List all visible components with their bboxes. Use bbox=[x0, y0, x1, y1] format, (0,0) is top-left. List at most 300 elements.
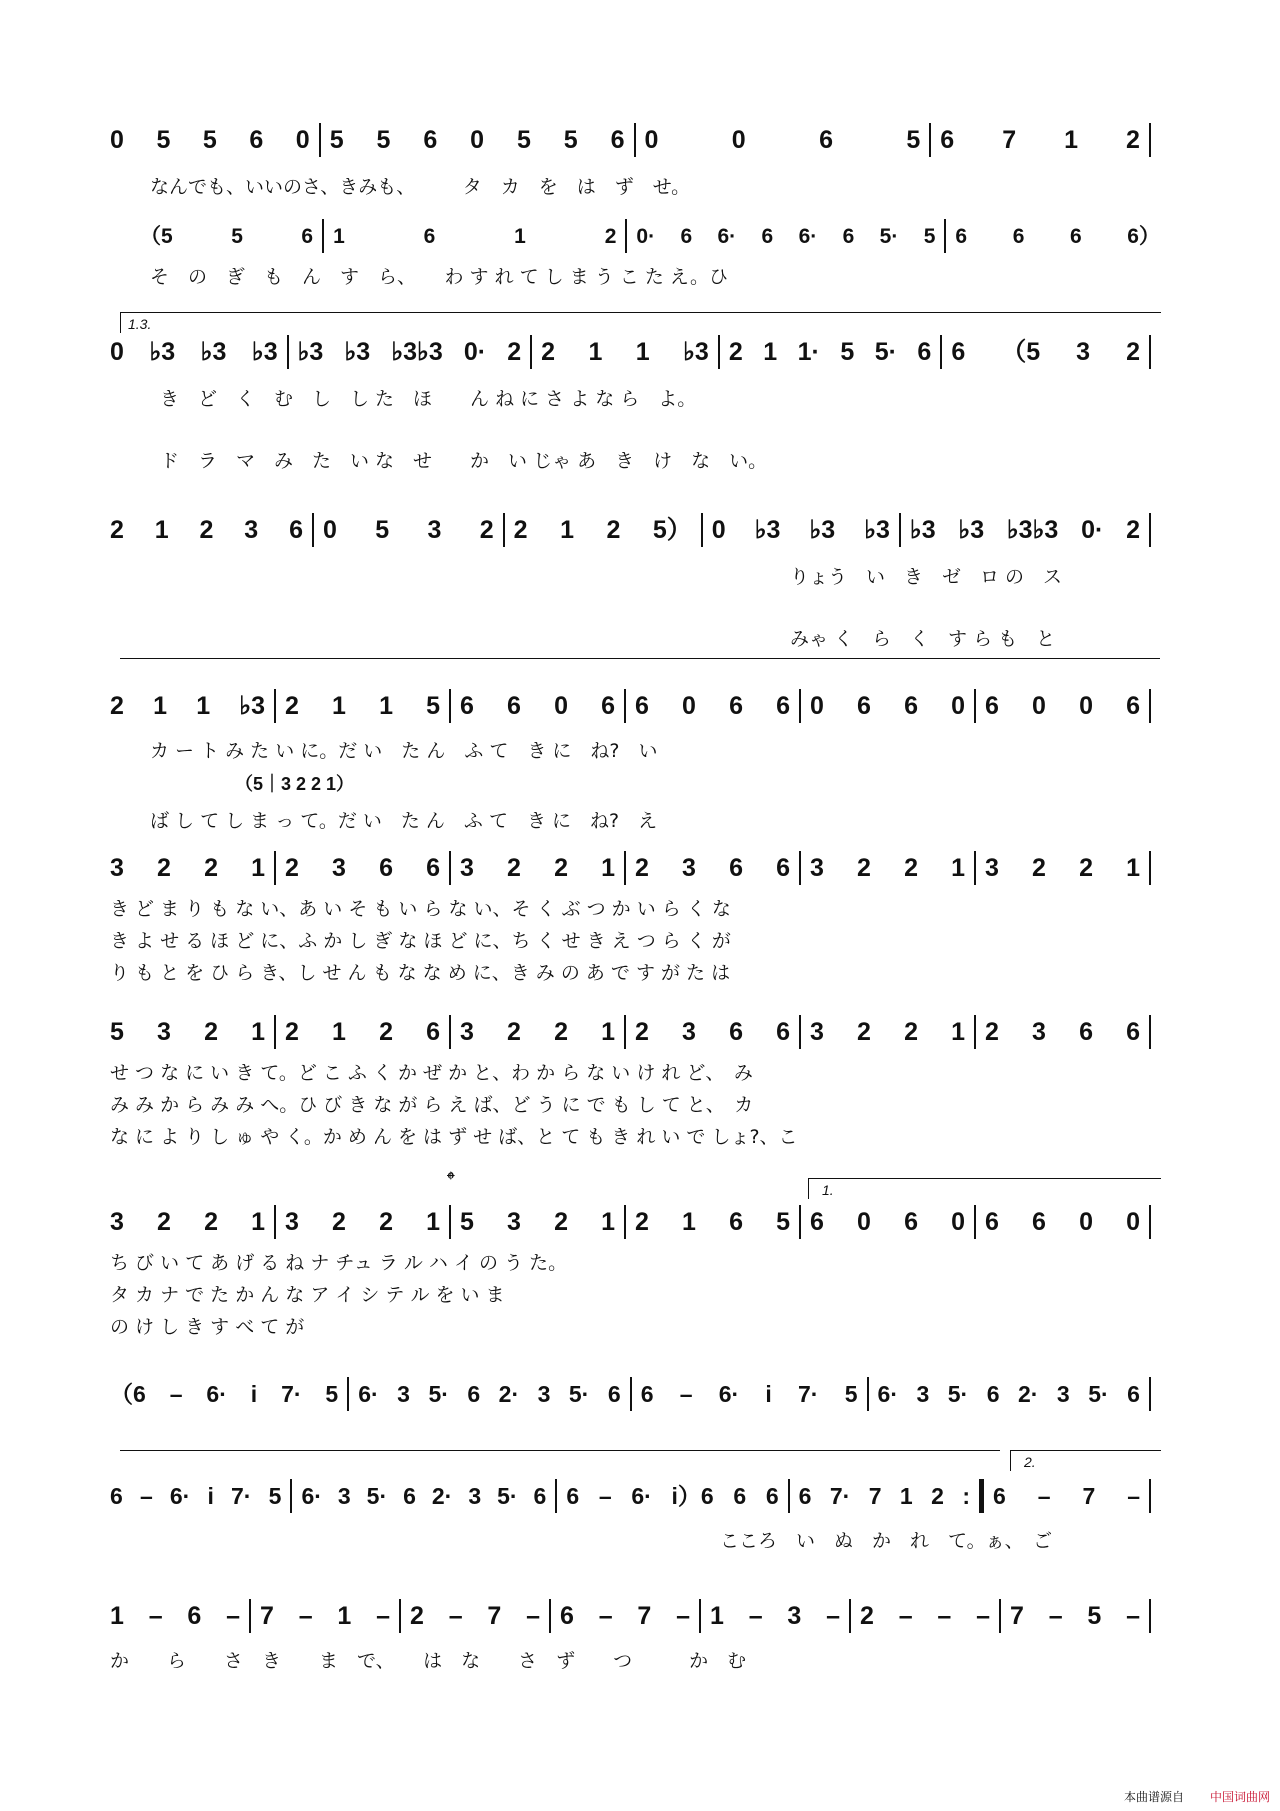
note: 2 bbox=[285, 853, 299, 882]
lyric-line: き ど ま り も な い、あ い そ も い ら な い、そ く ぶ つ か い ら く な bbox=[110, 897, 731, 920]
note: 5 bbox=[460, 1207, 474, 1236]
measure bbox=[110, 118, 310, 162]
measure bbox=[635, 684, 790, 728]
sub-notation: （5｜3 2 2 1） bbox=[235, 774, 355, 794]
note: 6 bbox=[761, 224, 774, 248]
note: 5· bbox=[428, 1380, 449, 1407]
note: ♭3 bbox=[683, 337, 709, 366]
note: 1 bbox=[332, 1017, 346, 1046]
note: ♭3 bbox=[809, 515, 836, 544]
note: 2 bbox=[1079, 853, 1093, 882]
note: 2 bbox=[931, 1482, 944, 1509]
note: 2 bbox=[513, 515, 528, 544]
measure bbox=[330, 118, 625, 162]
note: 1 bbox=[251, 853, 265, 882]
note: 3 bbox=[810, 1017, 824, 1046]
note: – bbox=[526, 1601, 540, 1630]
lyric-line: ド ラ マ み た い な せ か い じゃ あ き け な い。 bbox=[160, 449, 768, 472]
note: 1 bbox=[1064, 125, 1079, 154]
note: – bbox=[139, 1482, 153, 1509]
measure bbox=[460, 846, 615, 890]
measure bbox=[110, 1594, 240, 1638]
note: 6 bbox=[765, 1482, 779, 1509]
note: 6 bbox=[426, 1017, 440, 1046]
note: 2 bbox=[204, 1207, 218, 1236]
lyric-line: み み か ら み み へ。ひ び き な が ら え ば、ど う に で も し て と、 カ bbox=[110, 1093, 754, 1116]
notation-line bbox=[110, 508, 1160, 552]
note: 2 bbox=[635, 1017, 649, 1046]
measure bbox=[799, 1474, 970, 1518]
note: 0 bbox=[470, 125, 485, 154]
note: 2 bbox=[554, 1207, 568, 1236]
note: 2 bbox=[157, 1207, 171, 1236]
measure bbox=[729, 330, 932, 374]
note: – bbox=[898, 1601, 913, 1630]
note: 0 bbox=[110, 337, 124, 366]
note: 3 bbox=[787, 1601, 802, 1630]
footer bbox=[1124, 1788, 1270, 1805]
note: 1 bbox=[560, 515, 574, 544]
note: – bbox=[298, 1601, 313, 1630]
note: 2 bbox=[507, 1017, 521, 1046]
note: 2 bbox=[110, 515, 124, 544]
note: 5 bbox=[329, 125, 344, 154]
note: 0· bbox=[463, 337, 487, 366]
note: 6 bbox=[1032, 1207, 1046, 1236]
note: 2 bbox=[199, 515, 214, 544]
system-6 bbox=[110, 846, 1160, 984]
note: 6 bbox=[1012, 224, 1025, 248]
measure bbox=[810, 1200, 965, 1244]
note: 6 bbox=[601, 691, 615, 720]
note: 5· bbox=[879, 224, 899, 248]
footer-source-text: 本曲谱源自 bbox=[1123, 1790, 1184, 1804]
note: 6 bbox=[857, 691, 871, 720]
note: – bbox=[937, 1601, 952, 1630]
measure bbox=[951, 330, 1140, 374]
notation-line bbox=[110, 118, 1160, 162]
note: 2 bbox=[1126, 337, 1140, 366]
note: 6 bbox=[423, 125, 438, 154]
system-1 bbox=[110, 118, 1160, 198]
note: 6） bbox=[1127, 224, 1160, 248]
measure bbox=[641, 1372, 858, 1416]
note: 1 bbox=[153, 691, 167, 720]
note: 2 bbox=[410, 1601, 424, 1630]
tie-line bbox=[120, 658, 1160, 679]
note: 2 bbox=[285, 1017, 299, 1046]
note: 6 bbox=[729, 853, 743, 882]
note: 6 bbox=[955, 224, 968, 248]
note: – bbox=[226, 1601, 240, 1630]
lyric-line: タ カ ナ で た か ん な ア イ シ テ ル を い ま bbox=[110, 1283, 505, 1306]
note: 2 bbox=[604, 224, 617, 248]
note: 2 bbox=[635, 853, 649, 882]
note: 5· bbox=[947, 1380, 969, 1407]
note: ♭3 bbox=[297, 337, 324, 366]
notation-line bbox=[110, 1200, 1160, 1244]
note: 2 bbox=[157, 853, 171, 882]
note: 3 bbox=[537, 1380, 551, 1407]
note: 0 bbox=[951, 691, 965, 720]
note: 6 bbox=[680, 224, 693, 248]
measure bbox=[566, 1474, 778, 1518]
note: 6 bbox=[1079, 1017, 1093, 1046]
lyric-line: カ ー ト み た い に。だ い た ん ふ て き に ね? い bbox=[150, 739, 658, 762]
system-9 bbox=[110, 1372, 1160, 1416]
note: 0 bbox=[110, 125, 124, 154]
note: 6 bbox=[379, 853, 393, 882]
measure bbox=[110, 846, 265, 890]
note: 7 bbox=[1082, 1482, 1096, 1509]
note: 0 bbox=[1126, 1207, 1140, 1236]
note: 7 bbox=[487, 1601, 502, 1630]
note: 6· bbox=[798, 224, 818, 248]
note: 0 bbox=[1032, 691, 1046, 720]
note: 5 bbox=[426, 691, 440, 720]
note: 6 bbox=[607, 1380, 621, 1407]
note: – bbox=[826, 1601, 840, 1630]
note: 3 bbox=[460, 853, 474, 882]
note: – bbox=[1037, 1482, 1051, 1509]
note: 2 bbox=[554, 1017, 568, 1046]
note: 0 bbox=[731, 125, 746, 154]
note: 3 bbox=[916, 1380, 930, 1407]
measure bbox=[636, 214, 935, 258]
note: 6 bbox=[733, 1482, 747, 1509]
notation-line bbox=[110, 1372, 1160, 1416]
lyric-line: な に よ り し ゅ や く。か め ん を は ず せ ば、と て も き れ い で しょ?、こ bbox=[110, 1125, 798, 1148]
note: 6 bbox=[187, 1601, 202, 1630]
note: ♭3 bbox=[149, 337, 176, 366]
system-10 bbox=[110, 1474, 1160, 1552]
note: 7 bbox=[1002, 125, 1017, 154]
note: i）6 bbox=[671, 1482, 714, 1509]
note: 5· bbox=[497, 1482, 518, 1509]
note: 5 bbox=[516, 125, 531, 154]
note: 6 bbox=[566, 1482, 580, 1509]
note: 0 bbox=[951, 1207, 965, 1236]
note: 6 bbox=[1127, 1380, 1140, 1407]
note: 2· bbox=[498, 1380, 520, 1407]
note: 5 bbox=[376, 125, 391, 154]
volta-label: 2. bbox=[1024, 1454, 1036, 1470]
note: 2 bbox=[860, 1601, 874, 1630]
note: ♭3 bbox=[958, 515, 985, 544]
note: 7· bbox=[231, 1482, 252, 1509]
note: 0 bbox=[711, 515, 726, 544]
system-8 bbox=[110, 1200, 1160, 1338]
note: 7· bbox=[281, 1380, 302, 1407]
system-7 bbox=[110, 1010, 1160, 1148]
measure bbox=[260, 1594, 390, 1638]
note: 6 bbox=[810, 1207, 824, 1236]
note: 5 bbox=[110, 1017, 124, 1046]
measure bbox=[635, 1200, 790, 1244]
measure bbox=[110, 214, 313, 258]
note: 2 bbox=[204, 853, 218, 882]
note: ♭3 bbox=[754, 515, 781, 544]
note: 6· bbox=[169, 1482, 191, 1509]
note: ♭3 bbox=[344, 337, 371, 366]
note: 1 bbox=[154, 515, 169, 544]
note: 6 bbox=[249, 125, 264, 154]
note: i bbox=[765, 1380, 772, 1407]
notation-line bbox=[110, 1474, 1160, 1518]
measure bbox=[635, 1010, 790, 1054]
measure bbox=[110, 1200, 265, 1244]
measure bbox=[410, 1594, 540, 1638]
note: 1 bbox=[763, 337, 778, 366]
note: 6 bbox=[985, 1207, 999, 1236]
note: 0 bbox=[295, 125, 310, 154]
note: （5 bbox=[140, 224, 173, 248]
measure bbox=[810, 684, 965, 728]
note: 1 bbox=[635, 337, 650, 366]
coda-sign: 𝄌 bbox=[447, 1168, 455, 1193]
note: 2 bbox=[635, 1207, 649, 1236]
note: 6 bbox=[403, 1482, 416, 1509]
system-4 bbox=[110, 508, 1160, 650]
note: 2 bbox=[379, 1017, 393, 1046]
measure bbox=[460, 684, 615, 728]
note: ♭3 bbox=[239, 691, 265, 720]
note: 6 bbox=[460, 691, 474, 720]
note: 1 bbox=[426, 1207, 440, 1236]
note: 5 bbox=[1087, 1601, 1102, 1630]
note: 3 bbox=[285, 1207, 299, 1236]
measure bbox=[285, 846, 440, 890]
lyric-line: そ の ぎ も ん す ら、 わ す れ て し ま う こ た え。ひ bbox=[150, 265, 728, 288]
note: – bbox=[676, 1601, 690, 1630]
note: 1 bbox=[710, 1601, 724, 1630]
measure bbox=[110, 1010, 265, 1054]
note: – bbox=[679, 1380, 693, 1407]
note: – bbox=[169, 1380, 183, 1407]
note: 5 bbox=[776, 1207, 790, 1236]
notation-line bbox=[110, 684, 1160, 728]
measure bbox=[560, 1594, 690, 1638]
note: – bbox=[448, 1601, 463, 1630]
system-3 bbox=[110, 330, 1160, 472]
note: 5· bbox=[568, 1380, 590, 1407]
note: 1 bbox=[337, 1601, 352, 1630]
measure bbox=[514, 508, 692, 552]
measure bbox=[541, 330, 709, 374]
volta-bracket bbox=[808, 1178, 1161, 1199]
note: ♭3 bbox=[200, 337, 227, 366]
note: 6 bbox=[917, 337, 932, 366]
measure bbox=[285, 1010, 440, 1054]
measure bbox=[110, 1372, 338, 1416]
note: 1 bbox=[951, 1017, 965, 1046]
note: 7· bbox=[829, 1482, 851, 1509]
note: 3 bbox=[1032, 1017, 1046, 1046]
volta-label: 1. bbox=[822, 1182, 834, 1198]
note: ♭3 bbox=[251, 337, 278, 366]
note: 0 bbox=[810, 691, 824, 720]
notation-line bbox=[110, 1010, 1160, 1054]
note: 0 bbox=[322, 515, 337, 544]
note: 0 bbox=[644, 125, 659, 154]
note: 6 bbox=[640, 1380, 654, 1407]
note: 3 bbox=[110, 1207, 124, 1236]
note: 1 bbox=[379, 691, 393, 720]
note: 3 bbox=[507, 1207, 521, 1236]
note: 5 bbox=[906, 125, 921, 154]
measure bbox=[635, 846, 790, 890]
note: 3 bbox=[337, 1482, 351, 1509]
note: 6 bbox=[951, 337, 966, 366]
note: 3 bbox=[810, 853, 824, 882]
note: 1 bbox=[899, 1482, 913, 1509]
measure bbox=[810, 846, 965, 890]
measure bbox=[285, 1200, 440, 1244]
note: 6 bbox=[426, 853, 440, 882]
note: 6 bbox=[986, 1380, 1000, 1407]
note: ♭3 bbox=[864, 515, 890, 544]
note: 6 bbox=[560, 1601, 574, 1630]
note: 6 bbox=[1126, 1017, 1140, 1046]
note: 5 bbox=[325, 1380, 339, 1407]
notation-line bbox=[110, 846, 1160, 890]
measure bbox=[910, 508, 1140, 552]
measure bbox=[460, 1010, 615, 1054]
note: 3 bbox=[244, 515, 259, 544]
note: 6 bbox=[819, 125, 833, 154]
note: 1 bbox=[514, 224, 526, 248]
note: 1 bbox=[588, 337, 603, 366]
note: 2 bbox=[479, 515, 494, 544]
note: 6 bbox=[423, 224, 436, 248]
lyric-line: の け し き す べ て が bbox=[110, 1315, 305, 1338]
lyric-line: りょう い き ゼ ロ の ス bbox=[790, 565, 1063, 588]
lyric-line: みゃ く ら く す ら も と bbox=[790, 627, 1056, 650]
note: 6· bbox=[206, 1380, 227, 1407]
note: 0 bbox=[857, 1207, 871, 1236]
note: ♭3♭3 bbox=[1006, 515, 1059, 544]
note: 1 bbox=[601, 1017, 615, 1046]
measure bbox=[712, 508, 890, 552]
note: – bbox=[748, 1601, 763, 1630]
system-5 bbox=[110, 684, 1160, 832]
measure bbox=[985, 846, 1140, 890]
note: 6 bbox=[1126, 691, 1140, 720]
note: 1 bbox=[196, 691, 211, 720]
lyric-line: せ つ な に い き て。ど こ ふ く か ぜ か と、わ か ら な い け れ ど、 み bbox=[110, 1061, 753, 1084]
note: 1 bbox=[333, 224, 345, 248]
note: 6 bbox=[467, 1380, 481, 1407]
note: 6 bbox=[729, 691, 743, 720]
note: 6 bbox=[940, 125, 955, 154]
note: 2 bbox=[904, 853, 918, 882]
note: 2 bbox=[285, 691, 299, 720]
note: 3 bbox=[1056, 1380, 1070, 1407]
note: 6· bbox=[717, 224, 737, 248]
note: 0· bbox=[636, 224, 656, 248]
note: 6 bbox=[635, 691, 649, 720]
notation-line bbox=[110, 330, 1160, 374]
system-11 bbox=[110, 1594, 1160, 1672]
note: 6· bbox=[358, 1380, 379, 1407]
note: 6 bbox=[610, 125, 625, 154]
note: 2 bbox=[1126, 515, 1140, 544]
note: 6 bbox=[842, 224, 855, 248]
note: 6 bbox=[776, 853, 790, 882]
measure bbox=[301, 1474, 546, 1518]
measure bbox=[878, 1372, 1140, 1416]
note: 3 bbox=[468, 1482, 482, 1509]
measure bbox=[955, 214, 1160, 258]
note: 3 bbox=[427, 515, 442, 544]
lyric-line: こころ い ぬ か れ て。ぁ、 ご bbox=[720, 1529, 1053, 1552]
note: 5 bbox=[563, 125, 578, 154]
note: 2 bbox=[728, 337, 743, 366]
note: 1 bbox=[951, 853, 965, 882]
note: 6 bbox=[110, 1482, 123, 1509]
note: 5 bbox=[923, 224, 936, 248]
note: 2 bbox=[379, 1207, 393, 1236]
note: 5 bbox=[840, 337, 855, 366]
note: 7 bbox=[260, 1601, 274, 1630]
note: （5 bbox=[1001, 337, 1041, 366]
note: i bbox=[250, 1380, 258, 1407]
note: 2 bbox=[507, 853, 521, 882]
note: 6 bbox=[985, 691, 999, 720]
measure bbox=[333, 214, 616, 258]
note: 5 bbox=[844, 1380, 858, 1407]
note: : bbox=[962, 1482, 971, 1509]
measure bbox=[985, 1010, 1140, 1054]
footer-site-link[interactable]: 中国词曲网 bbox=[1209, 1790, 1270, 1804]
note: 2 bbox=[541, 337, 556, 366]
note: 2 bbox=[904, 1017, 918, 1046]
note: 5· bbox=[366, 1482, 388, 1509]
note: 5 bbox=[156, 125, 171, 154]
note: 3 bbox=[682, 1017, 696, 1046]
note: 0 bbox=[554, 691, 568, 720]
note: 6 bbox=[798, 1482, 812, 1509]
measure bbox=[710, 1594, 840, 1638]
note: 6· bbox=[718, 1380, 740, 1407]
note: 1 bbox=[601, 853, 615, 882]
note: 6· bbox=[877, 1380, 898, 1407]
note: 1· bbox=[797, 337, 820, 366]
system-2 bbox=[110, 214, 1160, 288]
measure bbox=[985, 1200, 1140, 1244]
note: 3 bbox=[460, 1017, 474, 1046]
note: 7 bbox=[637, 1601, 652, 1630]
measure bbox=[110, 330, 278, 374]
note: – bbox=[1126, 1601, 1140, 1630]
note: 2 bbox=[857, 853, 871, 882]
note: – bbox=[148, 1601, 163, 1630]
note: – bbox=[376, 1601, 390, 1630]
measure bbox=[993, 1474, 1140, 1518]
note: 6 bbox=[507, 691, 521, 720]
note: 3 bbox=[985, 853, 999, 882]
note: 2 bbox=[110, 691, 124, 720]
measure bbox=[1010, 1594, 1140, 1638]
note: 2 bbox=[857, 1017, 871, 1046]
note: 2 bbox=[985, 1017, 999, 1046]
note: 6 bbox=[904, 691, 918, 720]
notation-line bbox=[110, 214, 1160, 258]
note: 2 bbox=[1126, 125, 1140, 154]
note: 5） bbox=[652, 515, 692, 544]
note: 6 bbox=[533, 1482, 547, 1509]
note: – bbox=[598, 1601, 613, 1630]
